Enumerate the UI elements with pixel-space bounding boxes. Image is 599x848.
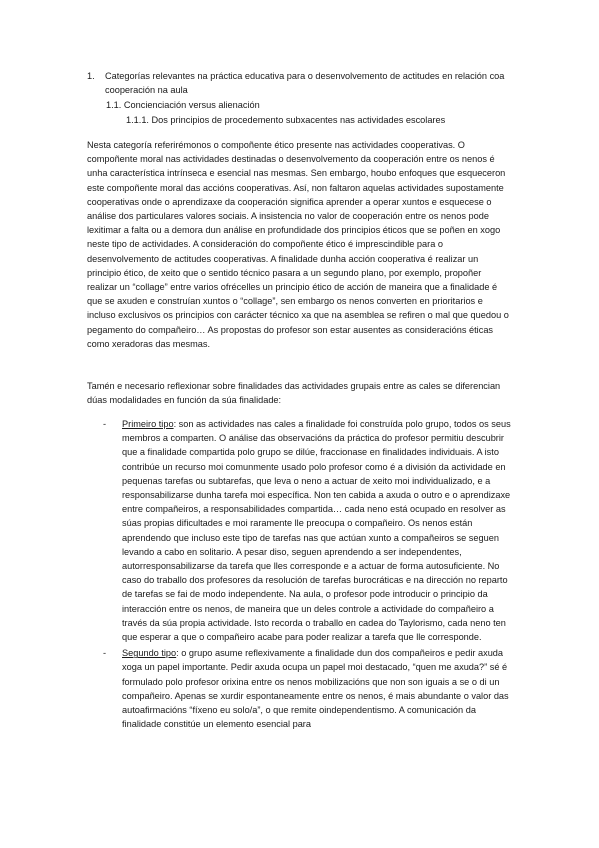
heading-level-3: 1.1.1. Dos principios de procedemento subxacentes nas actividades escolares xyxy=(126,115,446,125)
list-item-term: Segundo tipo xyxy=(122,648,177,659)
heading-title: Categorías relevantes na práctica educativa para o desenvolvemento de actitudes en relación coa cooperación na aula xyxy=(105,71,505,95)
list-item-text: : o grupo asume reflexivamente a finalidade dun dos compañeiros e pedir axuda xoga un papel importante. Pedir axuda ocupa un papel moi destacado, “quen me axuda?” sé é formulado polo profesor orixina entre os nenos mobilizacións que non son iguais a se o di un compañeiro. Apenas se xurdir espontaneamente entre os nenos, é mais abundante o valor das autoafirmacións “fíxeno eu solo/a”, o que remite oindependentismo. A comunicación da finalidade constitúe un elemento esencial para xyxy=(122,648,509,730)
list-dash: - xyxy=(103,419,107,429)
heading-level-2: 1.1. Concienciación versus alienación xyxy=(106,100,260,110)
list-dash: - xyxy=(103,648,107,659)
list-item-text: : son as actividades nas cales a finalidade foi construída polo grupo, todos os seus membros a comparten. O análise das observacións da práctica do profesor permitiu descubrir que a finalidade compartida polo grupo se dilúe, fraccionase en finalidades individuais. A isto contribúe un recurso moi comunmente usado polo profesor como é a división da actividade en pequenas tarefas ou subtarefas, que leva o neno a actuar de xeito moi individualizado, e a responsabilizarse dunha tarefa moi específica. Non ten cabida a axuda o outro e o aprendizaxe entre compañeiros, a responsabilidades compartida… cada neno está ocupado en resolver as súas propias dificultades e moi raramente lle preocupa o compañeiro. Os nenos están aprendendo que incluso este tipo de tarefas nas que actúan xunto a compañeiros se seguen levando a cabo en solitario. A pesar diso, seguen aprendendo a ser independentes, autorresponsabilizarse da tarefa que lles corresponde e a actuar de forma autosuficiente. No caso do traballo dos profesores da resolución de tarefas burocráticas e na dirección no reparto de tarefas se fai de modo independente. Na aula, o profesor pode introducir o principio da interacción entre os nenos, de maneira que un deles controle a actividade do compañeiro a través da súa propia actividade. Isto recorda o traballo en cadea do Taylorismo, cada neno ten que esperar a que o compañeiro acabe para poder realizar a tarefa que lle corresponde. xyxy=(122,419,511,643)
bullet-list xyxy=(87,417,512,731)
heading-level-1 xyxy=(87,70,507,97)
list-item xyxy=(87,417,512,644)
body-paragraph: Nesta categoría referirémonos o compoñente ético presente nas actividades cooperativas. O compoñente moral nas actividades destinadas o desenvolvemento da cooperación entre os nenos é unha característica intrínseca e esencial nas mesmas. Sen embargo, houbo enfoques que esqueceron este compoñente moral das accións cooperativas. Así, non faltaron aquelas actividades supostamente cooperativas onde o aprendizaxe da cooperación significa aprender a operar xuntos e esquecese o análise dos particulares valores sociais. A insistencia no valor de cooperación entre os nenos pode lexitimar a falta ou a demora dun análise en profundidade dos principios éticos que se poñen en xogo neste tipo de actividades. A consideración do compoñente ético é imprescindible para o desenvolvemento de actitudes cooperativas. A finalidade dunha acción cooperativa é realizar un principio ético, de xeito que o sentido técnico pasara a un segundo plano, por exemplo, propoñer realizar un “collage” entre varios ofrécelles un principio ético de acción de maneira que a finalidade é que se axuden e construían xuntos o “collage”, sen embargo os nenos converten en prioritarios e incluso exclusivos os principios con carácter técnico xa que na asemblea se refiren o mal que quedou o pegamento do compañeiro… As propostas do profesor son estar ausentes as consideracións éticas como xeradoras das mesmas. xyxy=(87,140,509,349)
heading-number: 1. xyxy=(87,71,95,81)
list-item-term: Primeiro tipo xyxy=(122,419,174,429)
body-paragraph: Tamén e necesario reflexionar sobre finalidades das actividades grupais entre as cales se diferencian dúas modalidades en función da súa finalidade: xyxy=(87,381,501,406)
list-item xyxy=(87,646,512,731)
